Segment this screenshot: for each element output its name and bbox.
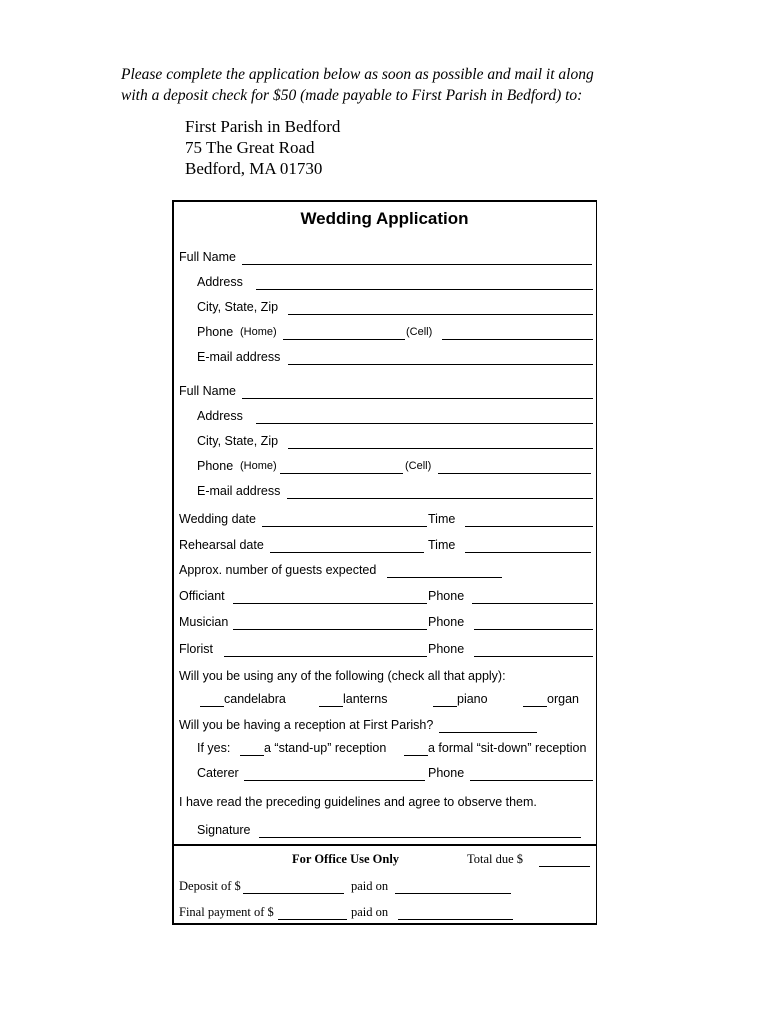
officiant-row [0, 589, 770, 609]
person1-phone-row [0, 325, 770, 345]
address-name: First Parish in Bedford [185, 117, 341, 136]
caterer-label: Caterer [197, 766, 239, 780]
items-question-row [0, 669, 770, 689]
final-payment-amount-field[interactable] [278, 919, 347, 920]
caterer-field[interactable] [244, 780, 425, 781]
final-payment-label: Final payment of $ [179, 905, 274, 919]
city-state-zip-field[interactable] [288, 448, 593, 449]
full-name-label: Full Name [179, 250, 236, 264]
caterer-phone-field[interactable] [470, 780, 593, 781]
intro-text [121, 64, 594, 106]
address-label: Address [197, 409, 243, 423]
reception-question: Will you be having a reception at First Parish? [179, 718, 434, 732]
city-state-zip-label: City, State, Zip [197, 434, 279, 448]
cell-phone-field[interactable] [438, 473, 591, 474]
items-question: Will you be using any of the following (check all that apply): [179, 669, 506, 683]
time-label: Time [428, 512, 456, 526]
person2-city-row [0, 434, 770, 454]
deposit-label: Deposit of $ [179, 879, 241, 893]
rehearsal-date-row [0, 538, 770, 558]
address-field[interactable] [256, 423, 593, 424]
total-due-field[interactable] [539, 866, 590, 867]
agreement-row [0, 795, 770, 815]
full-name-label: Full Name [179, 384, 236, 398]
city-state-zip-label: City, State, Zip [197, 300, 279, 314]
person1-address-row [0, 275, 770, 295]
intro-line-1: Please complete the application below as soon as possible and mail it along [121, 66, 594, 83]
lanterns-check[interactable] [319, 706, 343, 707]
person2-email-row [0, 484, 770, 504]
florist-label: Florist [179, 642, 214, 656]
wedding-date-row [0, 512, 770, 532]
candelabra-label: candelabra [224, 692, 286, 706]
deposit-date-field[interactable] [395, 893, 511, 894]
musician-phone-field[interactable] [474, 629, 593, 630]
guests-label: Approx. number of guests expected [179, 563, 377, 577]
final-payment-date-field[interactable] [398, 919, 513, 920]
rehearsal-date-label: Rehearsal date [179, 538, 264, 552]
wedding-time-field[interactable] [465, 526, 593, 527]
officiant-label: Officiant [179, 589, 225, 603]
office-divider [172, 844, 597, 846]
agreement-text: I have read the preceding guidelines and agree to observe them. [179, 795, 537, 809]
email-label: E-mail address [197, 484, 281, 498]
person1-full-name-row [0, 250, 770, 270]
lanterns-label: lanterns [343, 692, 388, 706]
cell-label: (Cell) [406, 326, 433, 338]
reception-answer-field[interactable] [439, 732, 537, 733]
paid-on-label: paid on [351, 905, 389, 919]
signature-field[interactable] [259, 837, 581, 838]
if-yes-label: If yes: [197, 741, 231, 755]
guests-field[interactable] [387, 577, 502, 578]
piano-check[interactable] [433, 706, 457, 707]
phone-label: Phone [428, 615, 465, 629]
deposit-row [0, 879, 770, 899]
officiant-phone-field[interactable] [472, 603, 593, 604]
total-due-label: Total due $ [467, 852, 524, 866]
phone-label: Phone [428, 766, 465, 780]
signature-label: Signature [197, 823, 251, 837]
candelabra-check[interactable] [200, 706, 224, 707]
musician-row [0, 615, 770, 635]
phone-label: Phone [428, 589, 465, 603]
person1-city-row [0, 300, 770, 320]
caterer-row [0, 766, 770, 786]
office-heading-row [0, 852, 770, 872]
phone-label: Phone [197, 325, 234, 339]
wedding-date-field[interactable] [262, 526, 427, 527]
email-label: E-mail address [197, 350, 281, 364]
wedding-date-label: Wedding date [179, 512, 256, 526]
email-field[interactable] [287, 498, 593, 499]
mailing-address [185, 116, 340, 179]
officiant-field[interactable] [233, 603, 427, 604]
city-state-zip-field[interactable] [288, 314, 593, 315]
musician-field[interactable] [233, 629, 427, 630]
rehearsal-date-field[interactable] [270, 552, 424, 553]
sitdown-label: a formal “sit-down” reception [428, 741, 587, 755]
phone-label: Phone [197, 459, 234, 473]
home-phone-field[interactable] [280, 473, 403, 474]
florist-row [0, 642, 770, 662]
sitdown-check[interactable] [404, 755, 428, 756]
office-heading: For Office Use Only [292, 852, 400, 866]
organ-label: organ [547, 692, 579, 706]
standup-label: a “stand-up” reception [264, 741, 387, 755]
items-row [0, 692, 770, 712]
person2-phone-row [0, 459, 770, 479]
reception-type-row [0, 741, 770, 761]
signature-row [0, 823, 770, 843]
florist-field[interactable] [224, 656, 427, 657]
time-label: Time [428, 538, 456, 552]
rehearsal-time-field[interactable] [465, 552, 591, 553]
phone-label: Phone [428, 642, 465, 656]
person1-email-row [0, 350, 770, 370]
musician-label: Musician [179, 615, 229, 629]
email-field[interactable] [288, 364, 593, 365]
paid-on-label: paid on [351, 879, 389, 893]
person2-full-name-row [0, 384, 770, 404]
full-name-field[interactable] [242, 398, 593, 399]
deposit-amount-field[interactable] [243, 893, 344, 894]
person2-address-row [0, 409, 770, 429]
address-label: Address [197, 275, 243, 289]
standup-check[interactable] [240, 755, 264, 756]
piano-label: piano [457, 692, 488, 706]
home-label: (Home) [240, 460, 277, 472]
final-payment-row [0, 905, 770, 925]
form-title: Wedding Application [300, 209, 469, 228]
home-phone-field[interactable] [283, 339, 405, 340]
cell-phone-field[interactable] [442, 339, 593, 340]
intro-line-2: with a deposit check for $50 (made payable to First Parish in Bedford) to: [121, 87, 583, 104]
full-name-field[interactable] [242, 264, 592, 265]
reception-question-row [0, 718, 770, 738]
address-street: 75 The Great Road [185, 138, 315, 157]
address-field[interactable] [256, 289, 593, 290]
cell-label: (Cell) [405, 460, 432, 472]
home-label: (Home) [240, 326, 277, 338]
guests-row [0, 563, 770, 583]
florist-phone-field[interactable] [474, 656, 593, 657]
address-city: Bedford, MA 01730 [185, 159, 323, 178]
organ-check[interactable] [523, 706, 547, 707]
